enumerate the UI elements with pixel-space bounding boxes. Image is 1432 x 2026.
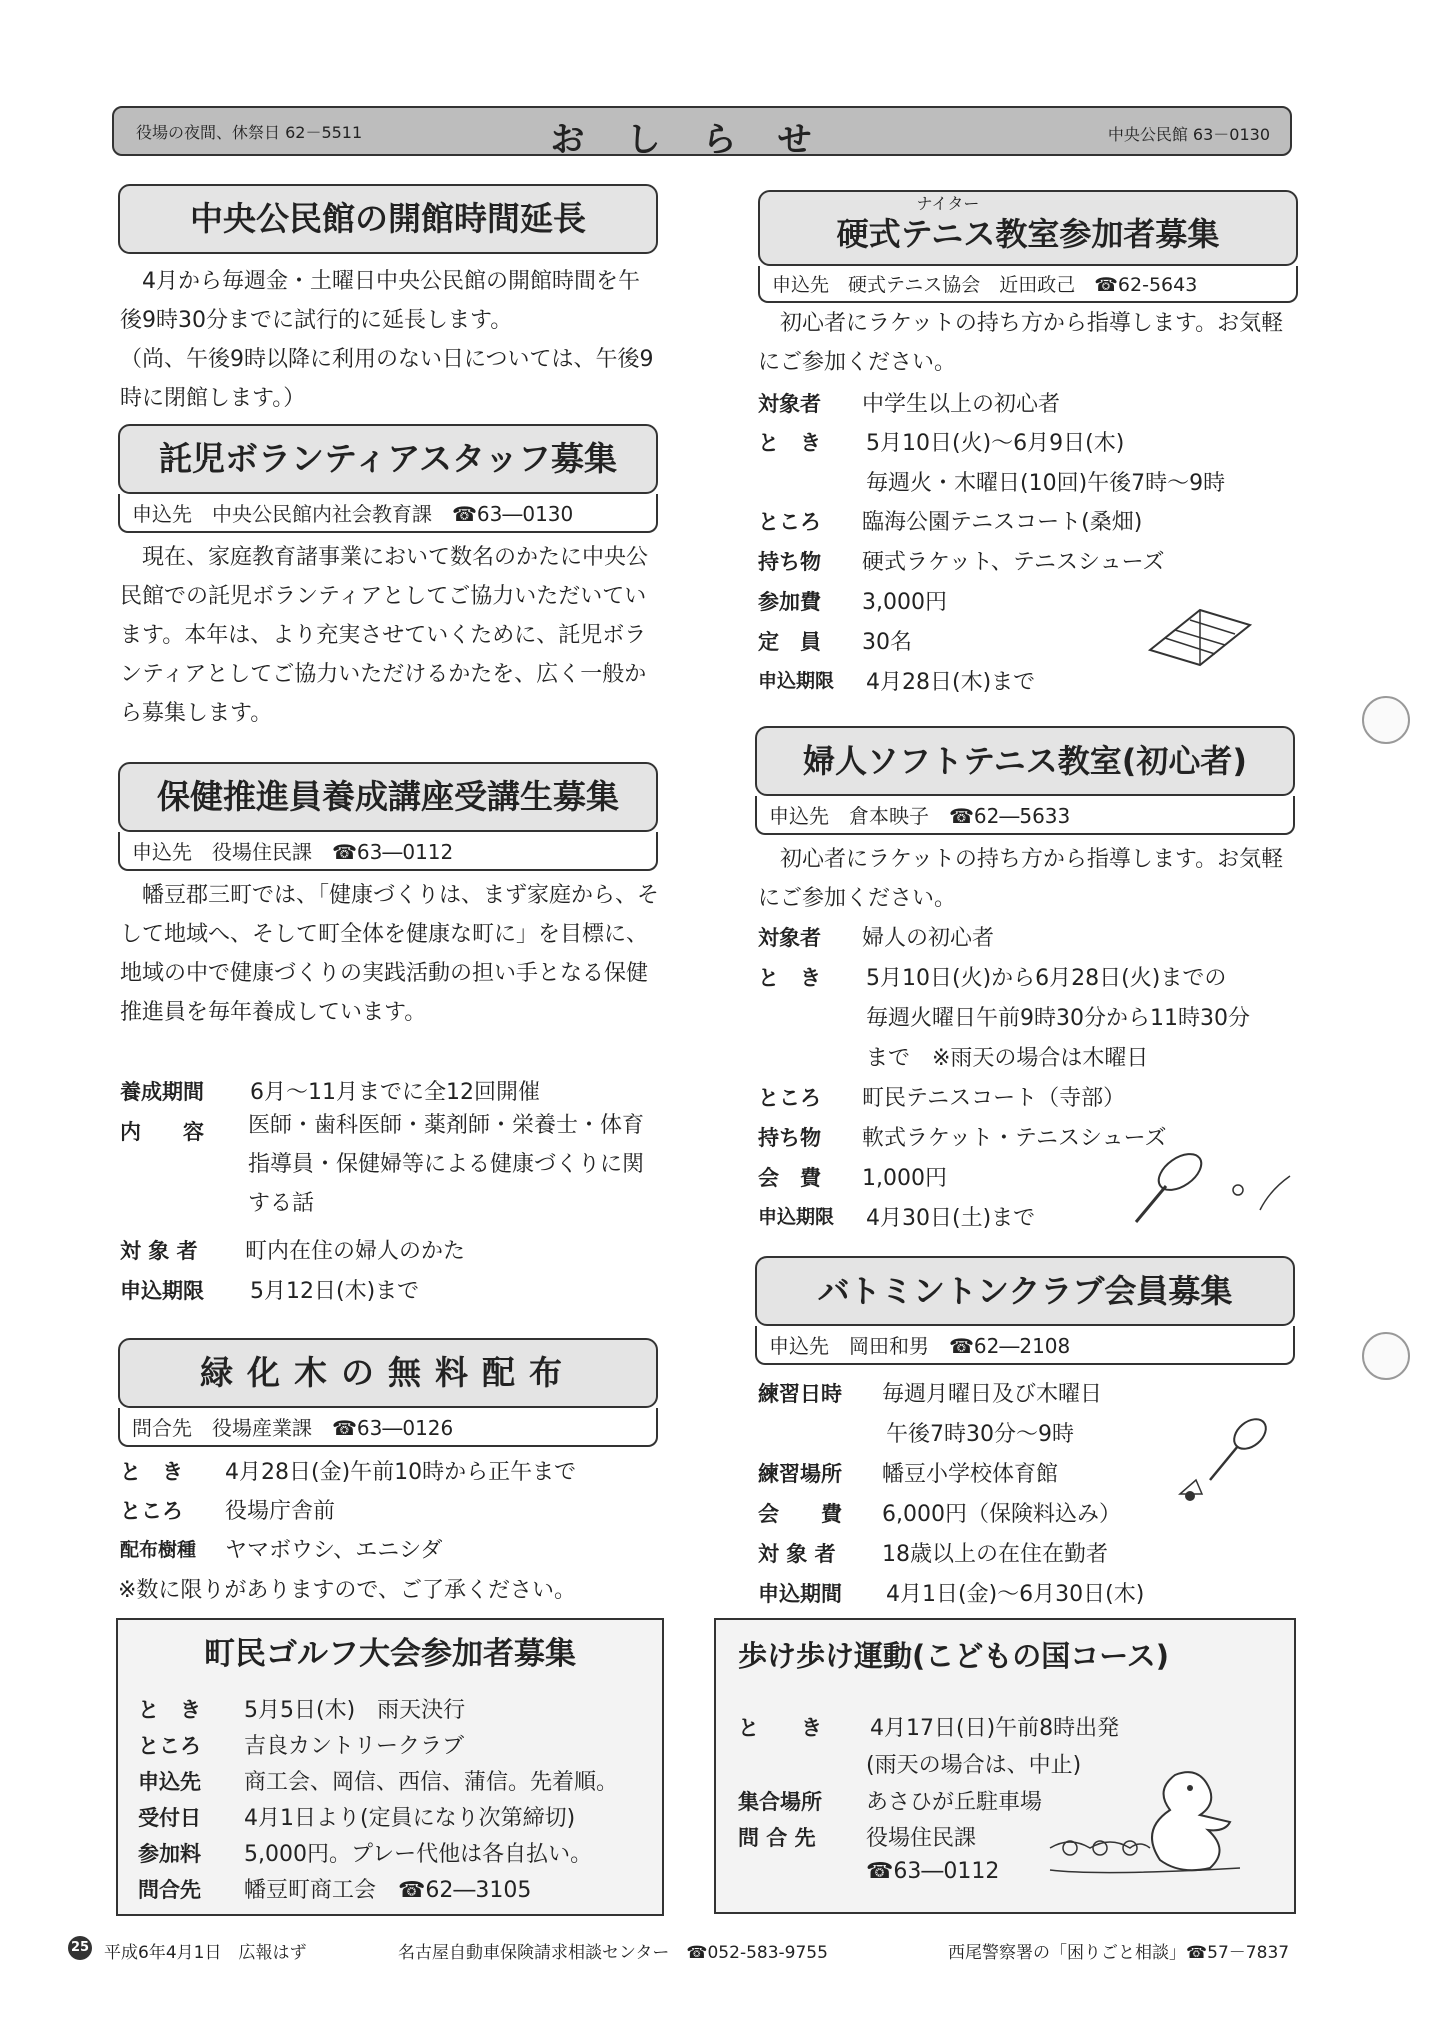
section-title-badminton: バトミントンクラブ会員募集	[755, 1256, 1295, 1326]
health-label-deadline: 申込期限	[120, 1279, 204, 1303]
golf-label-apply: 申込先	[138, 1770, 201, 1794]
tennis-label-where: ところ	[758, 510, 821, 534]
trees-value-species: ヤマボウシ、エニシダ	[225, 1538, 443, 1563]
soft-value-when-1: 5月10日(火)から6月28日(火)までの	[866, 966, 1227, 991]
badminton-label-period: 申込期間	[758, 1582, 842, 1606]
soft-label-deadline: 申込期限	[758, 1206, 835, 1228]
soft-tennis-body: 初心者にラケットの持ち方から指導します。お気軽にご参加ください。	[758, 847, 1284, 911]
walking-label-inquiry: 問 合 先	[738, 1826, 816, 1850]
soft-value-items: 軟式ラケット・テニスシューズ	[862, 1126, 1167, 1151]
night-holiday-contact: 役場の夜間、休祭日 62－5511	[136, 123, 363, 142]
trees-label-species: 配布樹種	[120, 1539, 197, 1561]
trees-value-where: 役場庁舎前	[225, 1499, 336, 1524]
trees-label-when: と き	[120, 1460, 183, 1484]
community-center-contact: 中央公民館 63－0130	[1107, 125, 1270, 144]
section-title-trees: 緑化木の無料配布	[118, 1338, 658, 1408]
walking-value-inquiry-2: ☎63―0112	[866, 1859, 1000, 1884]
section-title-childcare: 託児ボランティアスタッフ募集	[118, 424, 658, 494]
soft-label-when: と き	[758, 966, 821, 990]
golf-label-fee: 参加料	[138, 1842, 201, 1866]
childcare-contact: 申込先 中央公民館内社会教育課 ☎63―0130	[118, 494, 658, 533]
tennis-court-icon	[1140, 590, 1260, 670]
tennis-label-items: 持ち物	[758, 550, 821, 574]
badminton-value-target: 18歳以上の在住在勤者	[882, 1542, 1108, 1567]
section-title-health: 保健推進員養成講座受講生募集	[118, 762, 658, 832]
section-title-walking: 歩け歩け運動(こどもの国コース)	[738, 1639, 1170, 1673]
header-banner	[112, 106, 1292, 160]
tennis-label-deadline: 申込期限	[758, 670, 835, 692]
badminton-label-time: 練習日時	[758, 1382, 842, 1406]
golf-label-inquiry: 問合先	[138, 1878, 201, 1902]
tennis-value-when-2: 毎週火・木曜日(10回)午後7時～9時	[866, 471, 1226, 496]
binder-hole	[1362, 1332, 1410, 1380]
golf-value-when: 5月5日(木) 雨天決行	[244, 1698, 466, 1723]
badminton-value-period: 4月1日(金)～6月30日(木)	[886, 1582, 1145, 1607]
badminton-label-fee: 会 費	[758, 1502, 842, 1526]
walking-value-meet: あさひが丘駐車場	[866, 1790, 1043, 1815]
walking-value-when-1: 4月17日(日)午前8時出発	[870, 1716, 1120, 1741]
badminton-label-target: 対 象 者	[758, 1542, 836, 1566]
golf-value-inquiry: 幡豆町商工会 ☎62―3105	[244, 1878, 532, 1903]
trees-note: ※数に限りがありますので、ご了承ください。	[118, 1578, 576, 1603]
health-label-target: 対 象 者	[120, 1239, 198, 1263]
health-body: 幡豆郡三町では、「健康づくりは、まず家庭から、そして地域へ、そして町全体を健康な町に」を目標に、地域の中で健康づくりの実践活動の担い手となる保健推進員を毎年養成しています。	[120, 883, 660, 1025]
duck-illustration-icon	[1040, 1750, 1250, 1880]
trees-contact: 問合先 役場産業課 ☎63―0126	[118, 1408, 658, 1447]
hours-paragraph: 4月から毎週金・土曜日中央公民館の開館時間を午後9時30分までに試行的に延長します。	[120, 269, 640, 333]
health-label-period: 養成期間	[120, 1080, 204, 1104]
walking-value-inquiry-1: 役場住民課	[866, 1826, 977, 1851]
section-title-hours: 中央公民館の開館時間延長	[118, 184, 658, 254]
soft-value-when-3: まで ※雨天の場合は木曜日	[866, 1046, 1149, 1071]
tennis-value-when-1: 5月10日(火)～6月9日(木)	[866, 431, 1125, 456]
soft-label-items: 持ち物	[758, 1126, 821, 1150]
health-value-deadline: 5月12日(木)まで	[250, 1279, 420, 1304]
golf-label-when: と き	[138, 1698, 201, 1722]
tennis-value-where: 臨海公園テニスコート(桑畑)	[862, 510, 1143, 535]
badminton-value-time-2: 午後7時30分～9時	[886, 1422, 1074, 1447]
soft-label-where: ところ	[758, 1086, 821, 1110]
badminton-label-place: 練習場所	[758, 1462, 842, 1486]
tennis-value-target: 中学生以上の初心者	[862, 392, 1061, 417]
footer-police-consultation: 西尾警察署の「困りごと相談」☎57－7837	[948, 1943, 1290, 1963]
hours-note: （尚、午後9時以降に利用のない日については、午後9時に閉館します。）	[120, 347, 654, 411]
tennis-value-fee: 3,000円	[862, 590, 947, 615]
tennis-value-capacity: 30名	[862, 630, 912, 655]
soft-value-when-2: 毎週火曜日午前9時30分から11時30分	[866, 1006, 1250, 1031]
golf-value-reception: 4月1日より(定員になり次第締切)	[244, 1806, 576, 1831]
tennis-label-target: 対象者	[758, 392, 821, 416]
health-label-content: 内 容	[120, 1120, 204, 1144]
soft-label-fee: 会 費	[758, 1166, 821, 1190]
soft-tennis-contact: 申込先 倉本映子 ☎62―5633	[755, 796, 1295, 835]
badminton-value-place: 幡豆小学校体育館	[882, 1462, 1059, 1487]
trees-value-when: 4月28日(金)午前10時から正午まで	[225, 1460, 577, 1485]
page-title: おしらせ	[550, 120, 854, 160]
section-title-tennis	[758, 190, 1298, 266]
golf-label-where: ところ	[138, 1734, 201, 1758]
binder-hole	[1362, 696, 1410, 744]
golf-label-reception: 受付日	[138, 1806, 201, 1830]
tennis-value-deadline: 4月28日(木)まで	[866, 670, 1036, 695]
walking-label-when: と き	[738, 1716, 822, 1740]
health-value-target: 町内在住の婦人のかた	[245, 1239, 466, 1264]
walking-label-meet: 集合場所	[738, 1790, 822, 1814]
walking-value-when-2: (雨天の場合は、中止)	[866, 1753, 1082, 1778]
golf-value-fee: 5,000円。プレー代他は各自払い。	[244, 1842, 593, 1867]
golf-value-apply: 商工会、岡信、西信、蒲信。先着順。	[244, 1770, 619, 1795]
tennis-label-when: と き	[758, 431, 821, 455]
footer-issue: 平成6年4月1日 広報はず	[104, 1943, 307, 1963]
soft-label-target: 対象者	[758, 926, 821, 950]
tennis-contact: 申込先 硬式テニス協会 近田政己 ☎62-5643	[758, 266, 1298, 303]
footer-insurance-center: 名古屋自動車保険請求相談センター ☎052-583-9755	[398, 1943, 828, 1963]
page-number: 25	[68, 1936, 92, 1960]
soft-value-fee: 1,000円	[862, 1166, 947, 1191]
tennis-racket-icon	[1130, 1150, 1300, 1230]
badminton-contact: 申込先 岡田和男 ☎62―2108	[755, 1326, 1295, 1365]
section-title-soft-tennis: 婦人ソフトテニス教室(初心者)	[755, 726, 1295, 796]
health-contact: 申込先 役場住民課 ☎63―0112	[118, 832, 658, 871]
tennis-label-capacity: 定 員	[758, 630, 821, 654]
tennis-label-fee: 参加費	[758, 590, 821, 614]
tennis-body: 初心者にラケットの持ち方から指導します。お気軽にご参加ください。	[758, 311, 1284, 375]
section-title-golf: 町民ゴルフ大会参加者募集	[204, 1636, 576, 1672]
health-value-content: 医師・歯科医師・薬剤師・栄養士・体育指導員・保健婦等による健康づくりに関する話	[248, 1113, 645, 1216]
badminton-racket-icon	[1170, 1410, 1280, 1520]
childcare-body: 現在、家庭教育諸事業において数名のかたに中央公民館での託児ボランティアとしてご協力いただいています。本年は、より充実させていくために、託児ボランティアとしてご協力いただけるかたを、広く一般から募集します。	[120, 545, 649, 726]
badminton-value-fee: 6,000円（保険料込み）	[882, 1502, 1121, 1527]
tennis-ruby: ナイター	[916, 194, 980, 213]
soft-value-deadline: 4月30日(土)まで	[866, 1206, 1036, 1231]
tennis-value-items: 硬式ラケット、テニスシューズ	[862, 550, 1165, 575]
soft-value-target: 婦人の初心者	[862, 926, 995, 951]
golf-value-where: 吉良カントリークラブ	[244, 1734, 465, 1759]
health-value-period: 6月～11月までに全12回開催	[250, 1080, 540, 1105]
trees-label-where: ところ	[120, 1499, 183, 1523]
tennis-title-text: 硬式テニス教室参加者募集	[836, 215, 1220, 253]
soft-value-where: 町民テニスコート（寺部）	[862, 1086, 1126, 1111]
badminton-value-time-1: 毎週月曜日及び木曜日	[882, 1382, 1103, 1407]
